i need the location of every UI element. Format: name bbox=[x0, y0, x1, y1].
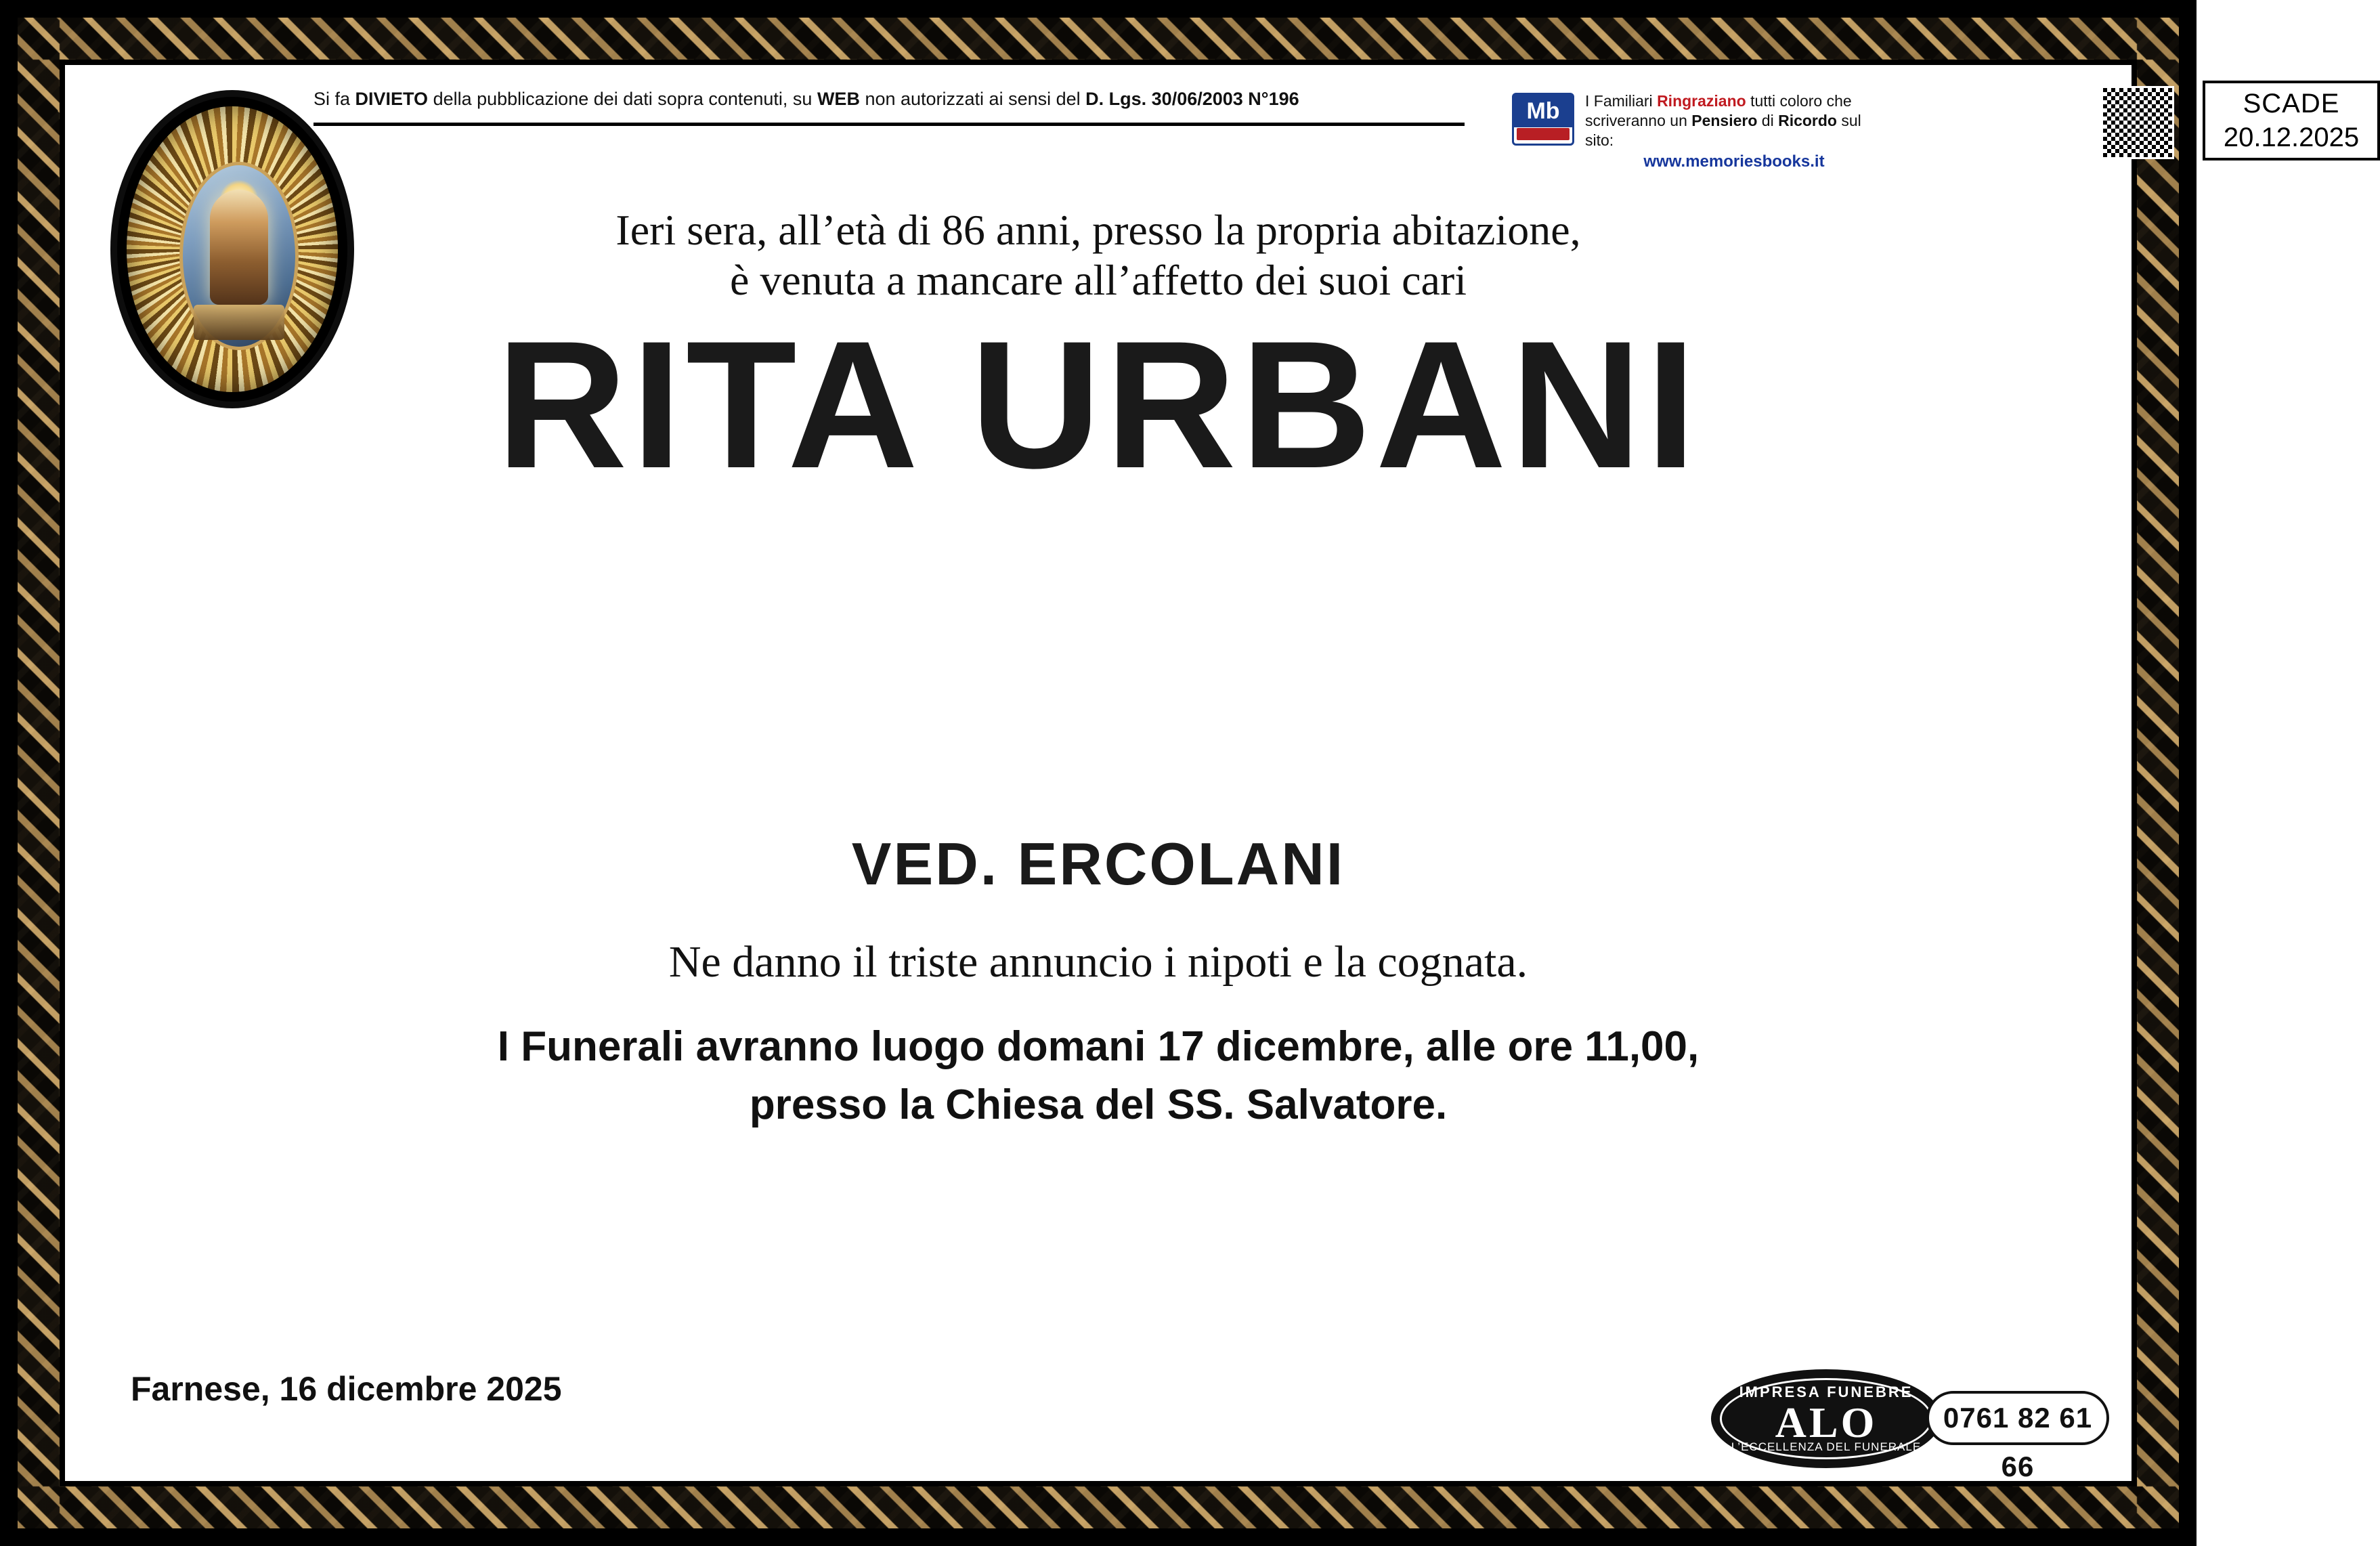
legal-law-reference: D. Lgs. 30/06/2003 N°196 bbox=[1085, 89, 1299, 109]
legal-divieto: DIVIETO bbox=[355, 89, 429, 109]
memoriesbooks-block bbox=[1512, 85, 1891, 171]
memoriesbooks-logo-icon bbox=[1512, 93, 1574, 146]
intro-line-1: Ieri sera, all’età di 86 anni, presso la propria abitazione, bbox=[615, 206, 1581, 254]
top-strip bbox=[313, 81, 2360, 171]
funeral-line-1: I Funerali avranno luogo domani 17 dicembre, alle ore 11,00, bbox=[497, 1023, 1700, 1070]
medallion-ring bbox=[110, 90, 354, 408]
funeral-home-badge-icon bbox=[1711, 1369, 1941, 1468]
mb-l2c: di bbox=[1757, 112, 1779, 129]
legal-mid2: non autorizzati ai sensi del bbox=[859, 89, 1086, 109]
memoriesbooks-logo-text: Mb bbox=[1514, 95, 1572, 127]
memoriesbooks-line-1 bbox=[1585, 91, 1883, 111]
funeral-home-tagline: L’ECCELLENZA DEL FUNERALE bbox=[1731, 1440, 1922, 1453]
mb-l2e: sul sito: bbox=[1585, 112, 1861, 149]
mb-l1c: tutti coloro che bbox=[1746, 92, 1852, 110]
madonna-medallion-icon bbox=[110, 90, 354, 408]
header-divider bbox=[313, 123, 1465, 126]
deceased-subtitle: VED. ERCOLANI bbox=[851, 830, 1345, 897]
memoriesbooks-logo-bar bbox=[1517, 128, 1570, 140]
legal-web: WEB bbox=[817, 89, 860, 109]
announcement-text: Ne danno il triste annuncio i nipoti e la cognata. bbox=[668, 937, 1528, 987]
mb-l1b: Ringraziano bbox=[1657, 92, 1746, 110]
legal-mid: della pubblicazione dei dati sopra contenuti, su bbox=[428, 89, 817, 109]
deceased-name: RITA URBANI bbox=[496, 303, 1701, 506]
poster-content-area bbox=[70, 70, 2360, 1482]
expiry-box bbox=[2203, 81, 2380, 160]
madonna-base bbox=[194, 305, 284, 340]
memoriesbooks-text bbox=[1585, 91, 1883, 171]
mb-l2b: Pensiero bbox=[1691, 112, 1758, 129]
intro-text bbox=[70, 205, 2127, 305]
expiry-label: SCADE bbox=[2243, 89, 2340, 119]
medallion-image bbox=[179, 162, 299, 350]
memoriesbooks-line-2 bbox=[1585, 111, 1883, 150]
madonna-figure bbox=[210, 190, 268, 305]
mb-l2d: Ricordo bbox=[1778, 112, 1837, 129]
legal-disclaimer bbox=[313, 89, 1465, 110]
memoriesbooks-website-link[interactable]: www.memoriesbooks.it bbox=[1643, 152, 1825, 171]
mb-l1a: I Familiari bbox=[1585, 92, 1658, 110]
expiry-date: 20.12.2025 bbox=[2223, 123, 2360, 152]
place-and-date: Farnese, 16 dicembre 2025 bbox=[131, 1370, 562, 1408]
funeral-home-phone[interactable]: 0761 82 61 66 bbox=[1926, 1391, 2109, 1445]
funeral-home-brand: ALO bbox=[1775, 1398, 1878, 1446]
mb-l2a: scriveranno un bbox=[1585, 112, 1692, 129]
qr-code-icon[interactable] bbox=[2101, 86, 2174, 159]
intro-line-2: è venuta a mancare all’affetto dei suoi cari bbox=[729, 256, 1467, 304]
legal-prefix: Si fa bbox=[313, 89, 355, 109]
funeral-home-top-text: IMPRESA FUNEBRE bbox=[1739, 1383, 1913, 1400]
funeral-details bbox=[70, 1018, 2127, 1134]
funeral-line-2: presso la Chiesa del SS. Salvatore. bbox=[749, 1081, 1448, 1128]
funeral-home-logo bbox=[1711, 1365, 2117, 1482]
